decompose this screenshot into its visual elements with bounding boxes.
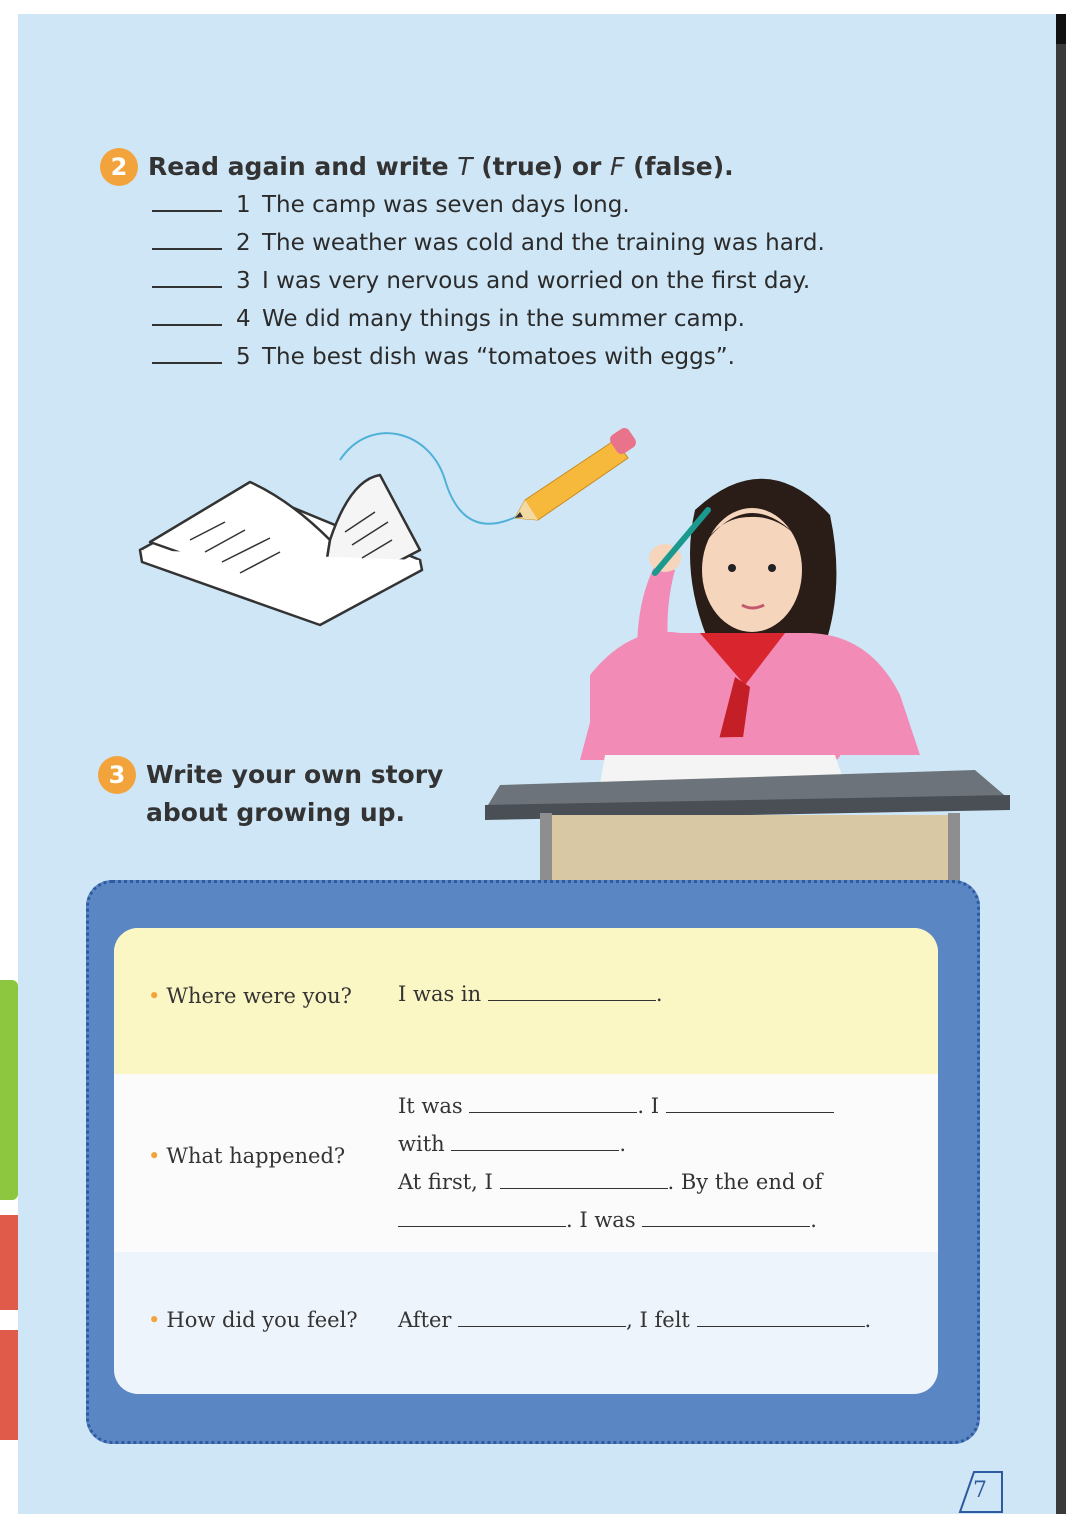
girl-thinking-illustration [480, 455, 1010, 885]
exercise-number-badge: 3 [98, 756, 136, 794]
open-book-icon [140, 475, 422, 625]
answer-blank[interactable] [152, 340, 222, 364]
exercise-2-instruction: Read again and write T (true) or F (false). [148, 152, 734, 181]
story-writing-panel [114, 928, 938, 1394]
answer-blank[interactable] [458, 1308, 626, 1327]
answer-blank[interactable] [469, 1094, 637, 1113]
answer-blank[interactable] [152, 188, 222, 212]
answer-blank[interactable] [398, 1208, 566, 1227]
answer-blank[interactable] [500, 1170, 668, 1189]
exercise-3-heading [98, 756, 443, 832]
exercise-number-badge: 2 [100, 148, 138, 186]
answer-line: with . [398, 1132, 627, 1156]
answer-blank[interactable] [488, 982, 656, 1001]
list-item: 2 The weather was cold and the training was hard. [152, 226, 825, 264]
answer-line: After , I felt . [398, 1308, 872, 1332]
answer-blank[interactable] [697, 1308, 865, 1327]
page-number: 7 [973, 1477, 987, 1503]
answer-blank[interactable] [451, 1132, 619, 1151]
question-label: • How did you feel? [148, 1308, 358, 1332]
page-edge-tab-red [0, 1215, 18, 1310]
page-edge-tab-red-2 [0, 1330, 18, 1440]
answer-blank[interactable] [666, 1094, 834, 1113]
list-item: 3 I was very nervous and worried on the first day. [152, 264, 825, 302]
question-label: • Where were you? [148, 984, 352, 1008]
answer-blank[interactable] [642, 1208, 810, 1227]
answer-line: At first, I . By the end of [398, 1170, 823, 1194]
true-false-list [152, 188, 825, 378]
page-spine-top [1056, 14, 1066, 44]
list-item: 1 The camp was seven days long. [152, 188, 825, 226]
page-edge-tab-green [0, 980, 18, 1200]
question-label: • What happened? [148, 1144, 345, 1168]
answer-line: It was . I [398, 1094, 834, 1118]
answer-line: . I was . [398, 1208, 817, 1232]
exercise-3-instruction: Write your own story about growing up. [146, 760, 444, 827]
answer-blank[interactable] [152, 226, 222, 250]
answer-blank[interactable] [152, 264, 222, 288]
list-item: 4 We did many things in the summer camp. [152, 302, 825, 340]
exercise-2-heading [100, 148, 734, 186]
answer-line: I was in . [398, 982, 663, 1006]
list-item: 5 The best dish was “tomatoes with eggs”. [152, 340, 825, 378]
page-spine [1056, 14, 1066, 1514]
answer-blank[interactable] [152, 302, 222, 326]
